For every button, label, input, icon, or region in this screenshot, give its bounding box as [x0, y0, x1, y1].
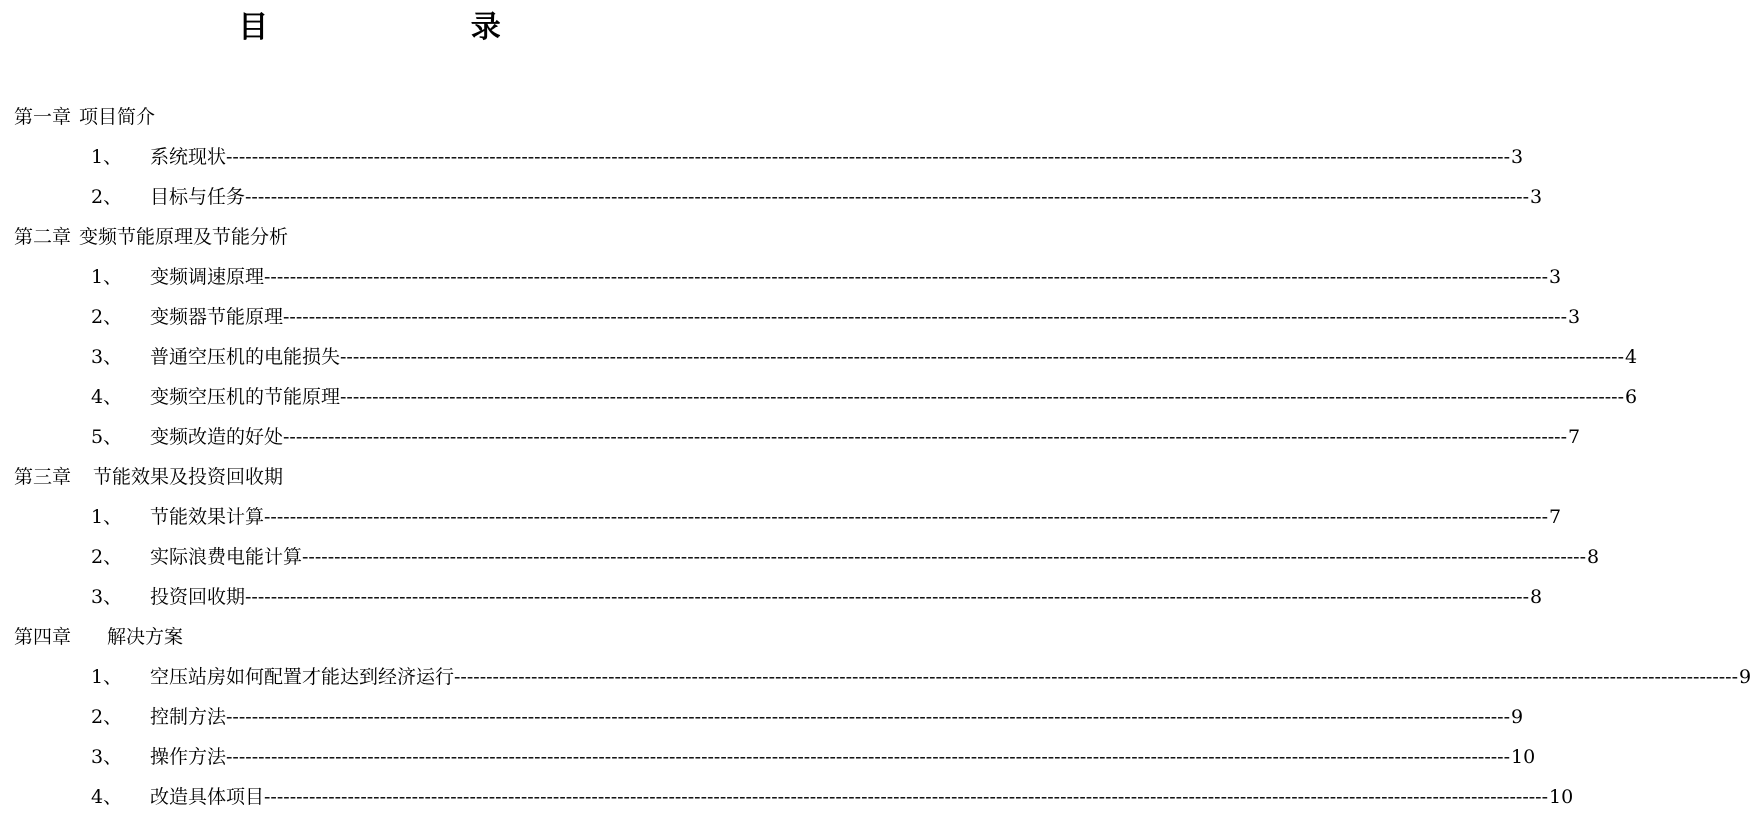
toc-entry[interactable] — [14, 697, 1524, 737]
chapter-title: 变频节能原理及节能分析 — [79, 226, 289, 248]
entry-page-number: 9 — [1739, 666, 1751, 688]
chapter-number: 第二章 — [14, 226, 72, 248]
entry-label: 普通空压机的电能损失 — [150, 346, 341, 368]
entry-number: 3、 — [91, 746, 123, 768]
toc-entry[interactable] — [14, 537, 1600, 577]
entry-page-number: 4 — [1625, 346, 1638, 368]
chapter-title: 节能效果及投资回收期 — [93, 466, 284, 488]
entry-label: 变频器节能原理 — [150, 306, 284, 328]
toc-entry[interactable] — [14, 177, 1543, 217]
entry-number: 2、 — [91, 186, 123, 208]
entry-label: 操作方法 — [150, 746, 227, 768]
chapter-number: 第三章 — [14, 466, 72, 488]
toc-entry[interactable] — [14, 377, 1638, 417]
chapter-title: 项目简介 — [79, 106, 156, 128]
entry-label: 节能效果计算 — [150, 506, 265, 528]
toc-entry[interactable] — [14, 257, 1562, 297]
entry-number: 1、 — [91, 146, 123, 168]
chapter-heading[interactable] — [14, 97, 728, 137]
entry-page-number: 3 — [1530, 186, 1543, 208]
entry-page-number: 7 — [1549, 506, 1562, 528]
dot-leader: -------------------------------------------------------------------------------------------------------------------------------------------------------------------------------------------------------- — [340, 386, 1624, 408]
dot-leader: -------------------------------------------------------------------------------------------------------------------------------------------------------------------------------------------------------- — [264, 786, 1548, 808]
entry-number: 2、 — [91, 706, 123, 728]
entry-label: 控制方法 — [150, 706, 227, 728]
entry-page-number: 8 — [1587, 546, 1600, 568]
entry-number: 4、 — [91, 386, 123, 408]
entry-label: 空压站房如何配置才能达到经济运行 — [150, 666, 455, 688]
document-title: 目 录 — [238, 10, 597, 45]
table-of-contents — [14, 97, 1751, 817]
toc-entry[interactable] — [14, 297, 1581, 337]
dot-leader: -------------------------------------------------------------------------------------------------------------------------------------------------------------------------------------------------------- — [264, 266, 1548, 288]
entry-page-number: 6 — [1625, 386, 1638, 408]
entry-page-number: 3 — [1568, 306, 1581, 328]
entry-page-number: 10 — [1511, 746, 1536, 768]
entry-label: 改造具体项目 — [150, 786, 265, 808]
entry-page-number: 7 — [1568, 426, 1581, 448]
entry-label: 变频空压机的节能原理 — [150, 386, 341, 408]
toc-entry[interactable] — [14, 497, 1562, 537]
entry-number: 3、 — [91, 346, 123, 368]
chapter-heading[interactable] — [14, 217, 728, 257]
entry-number: 5、 — [91, 426, 123, 448]
chapter-number: 第一章 — [14, 106, 72, 128]
entry-number: 2、 — [91, 546, 123, 568]
chapter-heading[interactable] — [14, 457, 728, 497]
dot-leader: -------------------------------------------------------------------------------------------------------------------------------------------------------------------------------------------------------- — [226, 706, 1510, 728]
dot-leader: -------------------------------------------------------------------------------------------------------------------------------------------------------------------------------------------------------- — [302, 546, 1586, 568]
entry-label: 投资回收期 — [150, 586, 246, 608]
dot-leader: -------------------------------------------------------------------------------------------------------------------------------------------------------------------------------------------------------- — [283, 426, 1567, 448]
dot-leader: -------------------------------------------------------------------------------------------------------------------------------------------------------------------------------------------------------- — [283, 306, 1567, 328]
entry-number: 1、 — [91, 266, 123, 288]
toc-entry[interactable] — [14, 737, 1536, 777]
dot-leader: -------------------------------------------------------------------------------------------------------------------------------------------------------------------------------------------------------- — [264, 506, 1548, 528]
toc-entry[interactable] — [14, 417, 1581, 457]
entry-number: 2、 — [91, 306, 123, 328]
dot-leader: -------------------------------------------------------------------------------------------------------------------------------------------------------------------------------------------------------- — [340, 346, 1624, 368]
dot-leader: -------------------------------------------------------------------------------------------------------------------------------------------------------------------------------------------------------- — [454, 666, 1738, 688]
entry-number: 1、 — [91, 666, 123, 688]
entry-page-number: 9 — [1511, 706, 1524, 728]
toc-entry[interactable] — [14, 777, 1574, 817]
chapter-number: 第四章 — [14, 626, 72, 648]
entry-number: 1、 — [91, 506, 123, 528]
dot-leader: -------------------------------------------------------------------------------------------------------------------------------------------------------------------------------------------------------- — [226, 146, 1510, 168]
entry-number: 4、 — [91, 786, 123, 808]
entry-page-number: 10 — [1549, 786, 1574, 808]
entry-page-number: 3 — [1549, 266, 1562, 288]
toc-entry[interactable] — [14, 337, 1638, 377]
dot-leader: -------------------------------------------------------------------------------------------------------------------------------------------------------------------------------------------------------- — [226, 746, 1510, 768]
chapter-heading[interactable] — [14, 617, 728, 657]
entry-label: 变频改造的好处 — [150, 426, 284, 448]
dot-leader: -------------------------------------------------------------------------------------------------------------------------------------------------------------------------------------------------------- — [245, 186, 1529, 208]
entry-label: 系统现状 — [150, 146, 227, 168]
toc-entry[interactable] — [14, 657, 1751, 697]
entry-label: 变频调速原理 — [150, 266, 265, 288]
toc-entry[interactable] — [14, 577, 1543, 617]
dot-leader: -------------------------------------------------------------------------------------------------------------------------------------------------------------------------------------------------------- — [245, 586, 1529, 608]
entry-page-number: 8 — [1530, 586, 1543, 608]
entry-label: 实际浪费电能计算 — [150, 546, 303, 568]
entry-number: 3、 — [91, 586, 123, 608]
chapter-title: 解决方案 — [107, 626, 184, 648]
entry-label: 目标与任务 — [150, 186, 246, 208]
toc-entry[interactable] — [14, 137, 1524, 177]
entry-page-number: 3 — [1511, 146, 1524, 168]
